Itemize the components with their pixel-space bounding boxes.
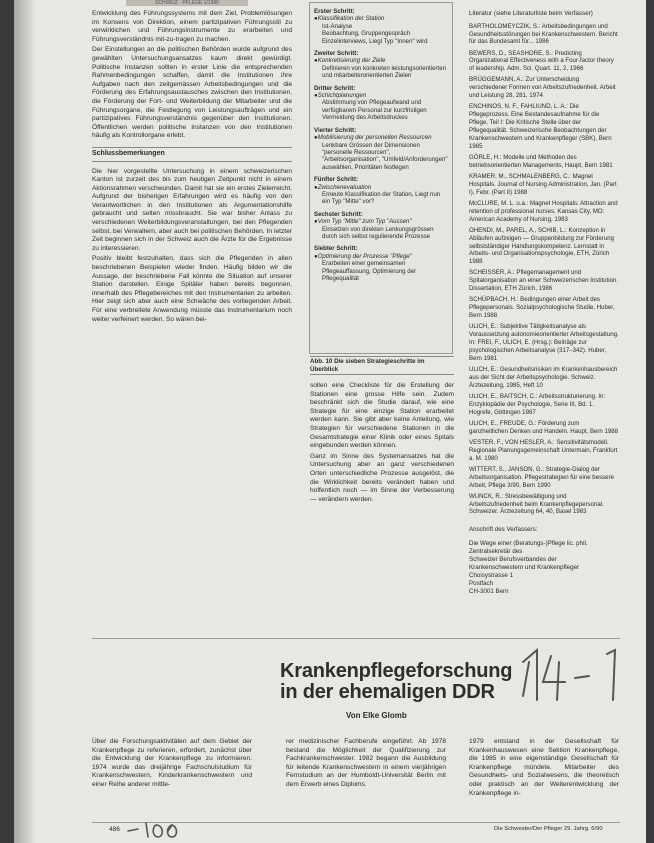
reference-item: ULICH, E.: Subjektive Tätigkeitsanalyse als Voraussetzung autonomieorientierter Arbeitsgestaltung. In: FREI, F., ULICH, E. (Hrsg.): Beiträge zur psychologischen Arbeitsanalyse (317–342). Huber, Bern 1981 <box>469 323 619 362</box>
reference-item: ULICH, E., FREUDE, G.: Förderung zum ganzheitlichen Denken und Handeln. Haupt, Bern 1988 <box>469 419 619 435</box>
step-title: Zweiter Schritt: <box>314 50 359 58</box>
step-title: Erster Schritt: <box>314 8 355 15</box>
address-line: Choisystrasse 1 <box>469 572 514 579</box>
document-page <box>14 0 646 843</box>
reference-item: VESTER, F., VON HESLER, A.: Sensitivitätsmodell. Regionale Planungsgemeinschaft Untermain, Frankfurt a. M. 1980 <box>469 438 618 462</box>
step-title: Siebter Schritt: <box>314 245 358 253</box>
running-head: SCHWEIZ · PFLEGE 1/1990 <box>126 0 248 6</box>
reference-item: ULICH, E., BAITSCH, C.: Arbeitsstrukturierung. In: Enzyklopädie der Psychologie, Serie III, Bd. 1. Hogrefe, Göttingen 1987 <box>469 392 606 416</box>
reference-item: BRÜGGEMANN, A.: Zur Unterscheidung verschiedener Formen von Arbeitszufriedenheit. Arbeit und Leistung 28, 281, 1974 <box>469 76 616 100</box>
step-heading: ● Klassifikation der Station <box>314 15 448 22</box>
step-title: Vierter Schritt: <box>314 126 357 134</box>
address-line: Krankenschwestern und Krankenpfleger <box>469 564 580 571</box>
step-item: Erarbeiten einer gemeinsamen Pflegeauffassung, Optimierung der Pflegequalität <box>322 260 417 282</box>
body-paragraph: Über die Forschungsaktivitäten auf dem Gebiet der Krankenpflege zu referieren, erfordert, zunächst über die Entwicklung der Krankenpflege zu informieren. 1974 wurde das dreijährige Fachschulstudium für Krankenschwestern, Kinderkrankenschwestern und einer Reihe anderer mittle- <box>92 738 252 788</box>
address-line: Zentralsekretär des <box>469 548 523 555</box>
strategy-step <box>314 176 448 206</box>
bottom-column-3 <box>469 738 619 800</box>
strategy-steps <box>314 8 448 287</box>
step-heading: ● Vom Typ "Mitte" zum Typ "Aussen" <box>314 218 448 225</box>
bottom-column-1 <box>92 738 252 792</box>
middle-column-text <box>310 382 454 506</box>
left-paragraph: Entwicklung des Führungssystems mit dem Ziel, Problemlösungen im Konsens von Direktion, einem partizipativen Führungsstil zu verwirklichen und Führungsinstrumente zu erarbeiten und Führungsverständnis mit-zu-tragen zu machen. <box>92 10 292 43</box>
strategy-step <box>314 50 448 80</box>
step-item: Erneute Klassifikation der Station, Liegt nun ein Typ "Mitte" vor? <box>322 190 441 206</box>
author-address <box>469 526 619 596</box>
reference-item: SCHEISSER, A.: Pflegemanagement und Spitalorganisation an einer Schweizerischen Institution. Dissertation, ETH Zürich, 1986 <box>469 269 619 293</box>
step-item: Einzelinterviews, Liegl Typ "Innen" wird <box>322 37 428 45</box>
left-paragraph: Positiv bleibt festzuhalten, dass sich die Pflegenden in allen beschriebenen Beispielen wieder finden. Häufig bilden wir die Aussage, der beschriebene Fall könnte die Situation auf unserer Station darstellen. Einige Spitäler haben bereits begonnen, innerhalb des Pflegebereiches mit den Instrumentarien zu arbeiten. Hier zeigt sich aber auch eine Schwäche des vorliegenden Arbeit. Für eine verbreitete Anwendung müsste das Instrumentarium noch weiter verfeinert werden. So wären bei- <box>92 255 292 323</box>
title-line: in der ehemaligen DDR <box>280 681 495 703</box>
reference-item: GÖRLE, H.: Modelle und Methoden des betriebsorientierten Managements, Haupt, Bern 1981 <box>469 153 613 169</box>
reference-item: WUNCK, R.: Stressbewältigung und Arbeitszufriedenheit beim Krankenpflegepersonal. Schweizer. Ärztezeitung 64, 40, Basel 1983 <box>469 492 604 516</box>
reference-item: ENCHINOS, N. F., FAHLIUND, L. A.: Die Pflegeprozess. Eine Bestandesaufnahme für die Pflege, Teil I: Die Kritische Stelle über der Pflegequalität. Schweizerische Beobachtungen der Krankenschwestern und Krankenpfleger (SBK), Bern 1985 <box>469 103 612 150</box>
step-heading: ● Optimierung der Prozesse "Pflege" <box>314 253 448 260</box>
step-title: Fünfter Schritt: <box>314 176 359 184</box>
left-column <box>92 10 292 326</box>
body-paragraph: 1979 entstand in der Gesellschaft für Krankenhauswesen eine Sektion Krankenpflege, die 1985 in eine eigenständige Gesellschaft für Krankenpflege mündete. Mitarbeiter des Gesundheits- und Sozialwesens, die theoretisch oder praktisch an der Weiterentwicklung der Krankenpflege in- <box>469 738 619 797</box>
step-heading: ● Zwischenevaluation <box>314 184 448 191</box>
author-byline: Von Elke Glomb <box>346 711 407 720</box>
strategy-step <box>314 211 448 241</box>
figure-caption: Abb. 10 Die sieben Strategieschritte im Überblick <box>310 356 454 375</box>
strategy-step <box>314 85 448 122</box>
page-edge-shadow <box>14 0 36 843</box>
reference-item: ULICH, E.: Gesundheitsrisiken im Krankenhausbereich aus der Sicht der Arbeitspsychologie. Schweiz. Ärztezeitung, 1985, Heft 10 <box>469 366 618 389</box>
address-line: CH-3001 Bern <box>469 588 509 595</box>
reference-item: SCHÜPBACH, H.: Bedingungen einer Arbeit des Pflegepersonals. Sozialpsychologische Studie, Huber, Bern 1988 <box>469 296 615 320</box>
step-item: Lenkbare Grössen der Dimensionen "personelle Ressourcen", "Arbeitsorganisation", "Umfeld/Anforderungen" auswählen, Prioritäten festlegen <box>322 141 448 171</box>
step-item: Einsetzen von direkten Lenkungsgrössen durch sich selbst regulierende Prozesse <box>322 225 434 240</box>
left-paragraph: Der Einstellungen an die politischen Behörden wurde aufgrund des gewählten Untersuchungsansatzes kaum direkt gewürdigt. Politische Instanzen sollten in erster Linie die entsprechenden Rahmenbedingungen schaffen, damit die Institutionen ihre Aufgaben nach den zeitgemässen Arbeitsbedingungen und die Förderung des Erfahrungsaustausches zwischen den Institutionen, die Förderung der Fort- und Weiterbildung der Mitarbeiter und die Führungsorgane, die Festlegung von Leistungsaufträgen und ein partizipatives Führungsverständnis gegenüber den Institutionen. Öffentlichen werden politische Instanzen von den Institutionen häufig als Kontrollorgane erlebt. <box>92 46 292 140</box>
strategy-step <box>314 127 448 171</box>
address-line: Schweizer Berufsverbandes der <box>469 556 557 563</box>
address-line: Die Wege einer (Beratungs-)Pflege lic. phil. <box>469 540 588 547</box>
reference-item: KRAMER, M., SCHMALENBERG, C.: Magnet Hospitals. Journal of Nursing Administration, Jan. (Part I), Febr. (Part II) 1988 <box>469 172 617 196</box>
handwritten-mark <box>509 648 646 704</box>
step-item: Definieren von konkreten leistungsorientierten und mitarbeiterorientierten Zielen <box>322 64 446 80</box>
reference-item: McCLURE, M. L. u.a.: Magnet Hospitals: Attraction and retention of professional nurses. Kansas City, MO: American Academy of Nursing, 1983 <box>469 199 618 223</box>
step-item: Abstimmung von Pflegeaufwand und verfügbarem Personal zur kurzfristigen Vermeidung des Arbeitsdruckes <box>322 99 427 122</box>
section-heading: Schlussbemerkungen <box>92 147 292 162</box>
step-heading: ● Mobilisierung der personellen Ressourcen <box>314 134 448 141</box>
handwritten-page-number <box>126 817 186 841</box>
middle-paragraph: sollen eine Checkliste für die Erstellung der Stationen eine grosse Hilfe sein. Zudem beschränkt sich die Studie darauf, wie eine Strategie für eine einzige Station erarbeitet werden kann. Sie gibt aber keine Anleitung, wie Strategien für verschiedene Stationen in die Gesamtstrategie einer Klinik oder eines Spitals eingebunden werden können. <box>310 382 454 450</box>
title-line: Krankenpflegeforschung <box>280 660 513 682</box>
step-item: Beobachtung, Gruppengespräch <box>322 30 411 38</box>
body-paragraph: rer medizinischer Fachberufe eingeführt. Ab 1978 bestand die Möglichkeit der Qualifizierung zur Fachkrankenschwester. 1982 begann die Ausbildung für leitende Krankenschwestern in einem vierjährigen Fernstudium an der Humboldt-Universität Berlin mit dem Erwerb eines Diploms. <box>286 738 446 788</box>
strategy-step <box>314 245 448 282</box>
reference-item: BEWERS, D., SEASHORE, S.: Predicting Organizational Effectiveness with a Four-factor theory of leadership. Adm. Sci. Quart. 11, 2, 1966 <box>469 49 614 73</box>
article-divider <box>92 638 620 639</box>
journal-footer: Die Schwester/Der Pfleger 29. Jahrg. 6/90 <box>494 826 603 832</box>
address-line: Postfach <box>469 580 494 587</box>
step-item: Ist-Analyse <box>322 22 353 30</box>
address-heading: Anschrift des Verfassers: <box>469 526 538 533</box>
step-title: Dritter Schritt: <box>314 84 356 92</box>
references-heading: Literatur (siehe Literaturliste beim Verfasser) <box>469 10 593 17</box>
references-column <box>469 10 619 520</box>
step-title: Sechster Schritt: <box>314 210 363 218</box>
reference-item: BARTHOLOMEYCZIK, S.: Arbeitsbedingungen und Gesundheitsstörungen bei Krankenschwestern. Bericht für das Bundesamt für... 1986 <box>469 22 618 46</box>
middle-paragraph: Ganz im Sinne des Systemansatzes hat die Untersuchung aber an ganz verschiedenen Orten unterschiedliche Prozesse ausgelöst, die die Wirklichkeit bereits verändert haben und hoffentlich noch — im Sinne der Verbesserung — verändern werden. <box>310 452 454 503</box>
reference-item: WITTERT, S., JANSON, G.: Strategie-Dialog der Arbeitsorganisation. Pflegestrategien für eine bessere Arbeit, Pflege 3/90, Bern 1990 <box>469 465 614 489</box>
bottom-column-2 <box>286 738 446 792</box>
step-heading: ● Schichtplanungen <box>314 92 448 99</box>
page-number: 486 <box>109 826 120 833</box>
strategy-step <box>314 8 448 45</box>
reference-item: OHENDI, M., PAREL, A., SCHIB, L.: Konzeption in Abläufen aufzeigen — Gruppenbildung zur Förderung selbstständiger Handlungskompetenz. Lernstatt in Arbeits- und Organisationspsychologie, ETH, Zürich 1988 <box>469 226 614 266</box>
left-paragraph: Die hier vorgestellte Untersuchung in einem schweizerischen Kanton ist zurzeit des bis zum heutigen Zeitpunkt nicht in einem Aktionsrahmen verschwunden. Damit hat sie ein erstes Zielerreicht. Aufgrund der bisherigen Erfahrungen wird es häufig von den Verantwortlichen in den Institutionen als Argumentationshilfe gebraucht und selten missbraucht. Sie war bisher Anlass zu verschiedenen Weiterbildungsveranstaltungen, bei den Pflegenden selbst, bei Verwaltern, aber auch bei politischen Behörden. In letzter Zeit beginnen sich in der Schweiz auch die Ärzte für die Ergebnisse zu interessieren. <box>92 167 292 252</box>
step-heading: ● Konkretisierung der Ziele <box>314 57 448 64</box>
